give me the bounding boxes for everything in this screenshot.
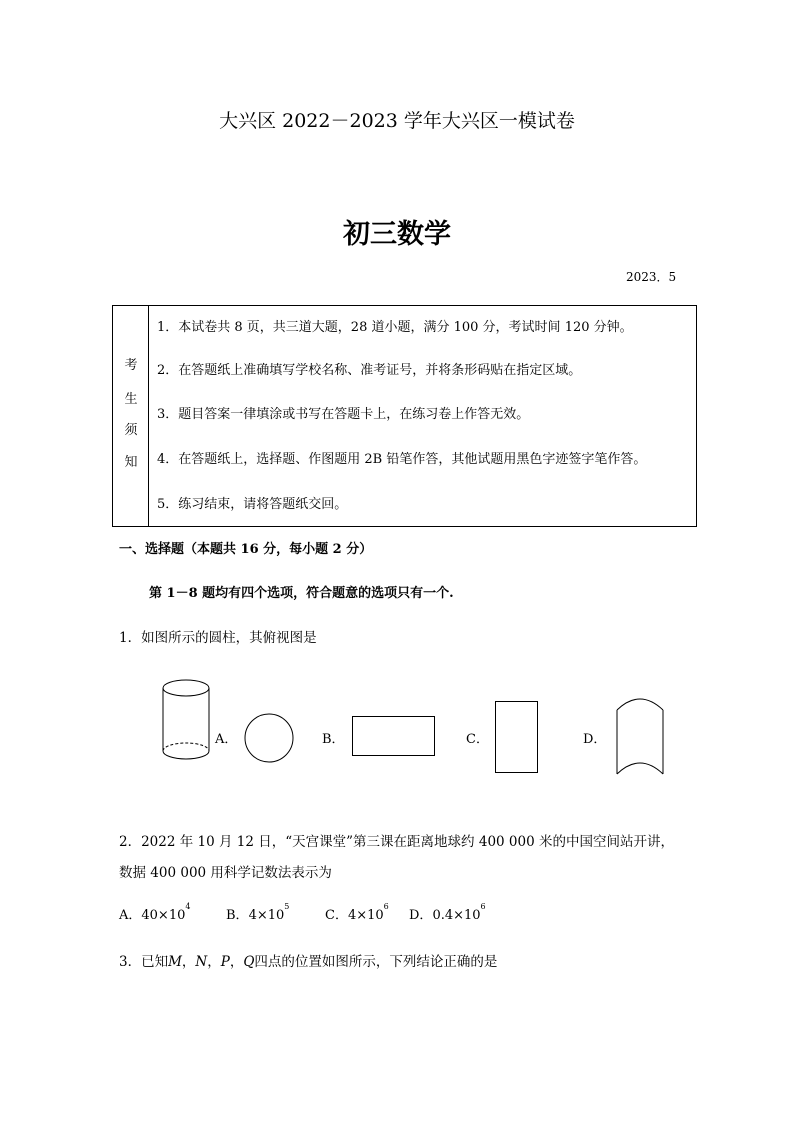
option-a-label: A． [215, 732, 238, 747]
q2-option-b: B．$4\times 10^5$ [226, 902, 290, 923]
tall-rectangle-figure [493, 699, 541, 775]
question-3-text: 3．已知M，N，P，Q四点的位置如图所示，下列结论正确的是 [119, 954, 498, 970]
rectangle-figure [350, 714, 438, 758]
curved-surface-figure [612, 692, 668, 782]
notice-rule: 2．在答题纸上准确填写学校名称、准考证号，并将条形码贴在指定区域。 [157, 363, 582, 378]
exam-date: 2023．5 [626, 270, 677, 284]
side-char: 知 [124, 455, 138, 470]
notice-rule: 1．本试卷共 8 页，共三道大题，28 道小题，满分 100 分，考试时间 120 分钟。 [157, 320, 633, 335]
q2-option-d: D．$0.4\times 10^6$ [409, 902, 486, 923]
cylinder-figure [158, 676, 214, 766]
option-c-label: C． [466, 732, 489, 747]
notice-rule: 5．练习结束，请将答题纸交回。 [157, 497, 348, 512]
option-b-label: B． [322, 732, 345, 747]
circle-figure [243, 712, 295, 764]
notice-rule: 4．在答题纸上，选择题、作图题用 2B 铅笔作答，其他试题用黑色字迹签字笔作答。 [157, 452, 647, 467]
option-d-label: D． [583, 732, 607, 747]
notice-side-label [113, 306, 149, 526]
side-char: 生 [124, 392, 138, 407]
section-heading: 一、选择题（本题共 16 分，每小题 2 分） [119, 542, 373, 557]
exam-title: 大兴区 2022－2023 学年大兴区一模试卷 [219, 110, 575, 132]
question-2-line-2: 数据 400 000 用科学记数法表示为 [119, 865, 332, 881]
side-char: 须 [124, 423, 138, 438]
side-char: 考 [124, 358, 138, 373]
q2-option-a: A．$40\times 10^4$ [119, 902, 191, 923]
q2-option-c: C．$4\times 10^6$ [325, 902, 389, 923]
notice-rule: 3．题目答案一律填涂或书写在答题卡上，在练习卷上作答无效。 [157, 407, 530, 422]
question-1-text: 1．如图所示的圆柱，其俯视图是 [119, 630, 317, 646]
section-instruction: 第 1－8 题均有四个选项，符合题意的选项只有一个. [149, 586, 454, 601]
question-2-line-1: 2．2022 年 10 月 12 日，“天宫课堂”第三课在距离地球约 400 000 米的中国空间站开讲， [119, 834, 674, 850]
candidate-notice-box [112, 305, 697, 527]
subject-title: 初三数学 [343, 219, 451, 250]
